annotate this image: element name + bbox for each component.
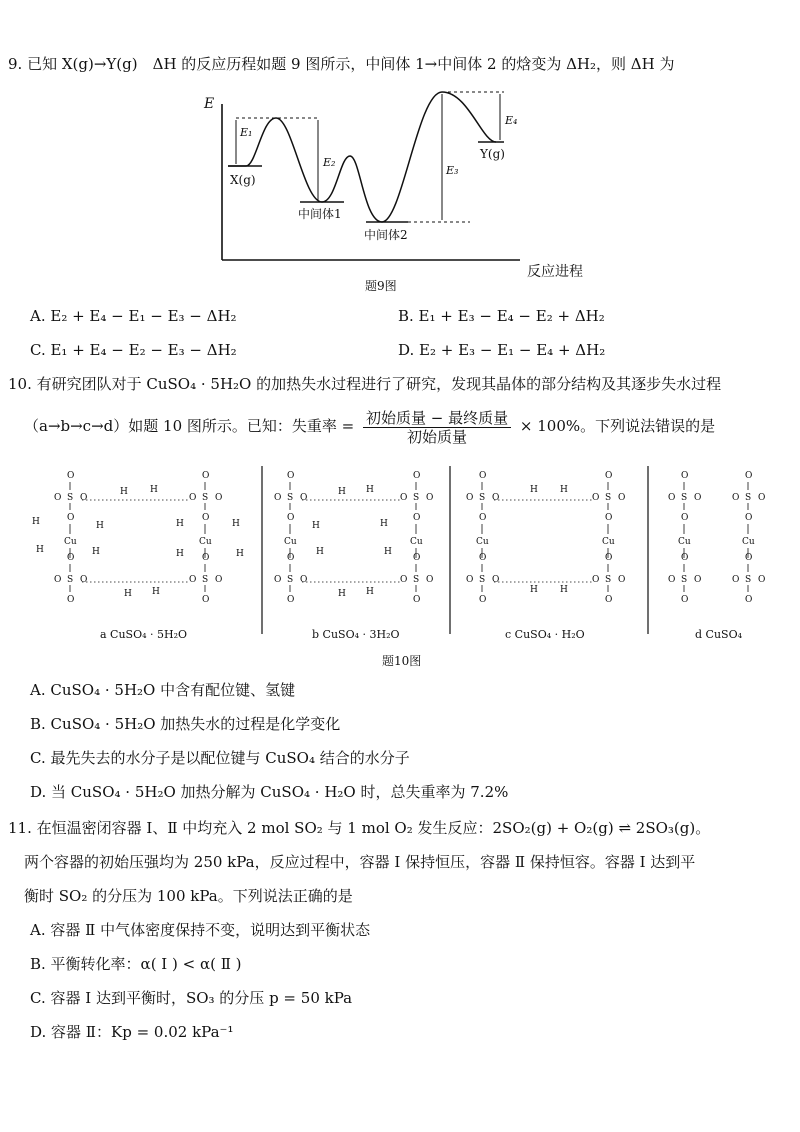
q9-figure-caption: 题9图 — [365, 279, 397, 293]
b2-bot-o-top: O — [413, 553, 421, 563]
a1-bot-s: S — [67, 575, 74, 585]
b1-bot-s: S — [287, 575, 294, 585]
a2-top-o-right: O — [215, 493, 223, 503]
c2-top-o-left: O — [592, 493, 600, 503]
b-h-0: H — [312, 521, 320, 531]
b1-bot-o-left: O — [274, 575, 282, 585]
c-h-0: H — [530, 485, 538, 495]
a-hw-1: H — [150, 485, 158, 495]
c1-top-s: S — [479, 493, 486, 503]
q9-energy-diagram — [0, 84, 800, 314]
q9-option-a: A. E₂ + E₄ − E₁ − E₃ − ΔH₂ — [30, 307, 237, 325]
q11-stem-line2: 两个容器的初始压强均为 250 kPa，反应过程中，容器 Ⅰ 保持恒压，容器 Ⅱ 保持恒容。容器 Ⅰ 达到平 — [24, 853, 696, 871]
d2-bot-o-top: O — [745, 553, 753, 563]
c2-cu: Cu — [602, 537, 615, 547]
a-h-4: H — [176, 519, 184, 529]
c1-top-o-bottom: O — [479, 513, 487, 523]
q10-fraction-denominator: 初始质量 — [407, 427, 468, 446]
q9-y-label: Y(g) — [480, 147, 505, 161]
q9-e1-label: E₁ — [240, 126, 253, 139]
b2-top-o-left: O — [400, 493, 408, 503]
q10-option-c: C. 最先失去的水分子是以配位键与 CuSO₄ 结合的水分子 — [30, 749, 410, 767]
d2-top-o-left: O — [732, 493, 740, 503]
b2-top-o-bottom: O — [413, 513, 421, 523]
a1-bot-o-left: O — [54, 575, 62, 585]
d1-top-o-right: O — [694, 493, 702, 503]
a-hw-2: H — [124, 589, 132, 599]
c1-cu: Cu — [476, 537, 489, 547]
c2-bot-o-right: O — [618, 575, 626, 585]
a-h-1: H — [36, 545, 44, 555]
b2-top-o-right: O — [426, 493, 434, 503]
b1-top-o-top: O — [287, 471, 295, 481]
c1-bot-o-top: O — [479, 553, 487, 563]
c2-bot-s: S — [605, 575, 612, 585]
d1-top-s: S — [681, 493, 688, 503]
d1-bot-s: S — [681, 575, 688, 585]
q11-option-d: D. 容器 Ⅱ：Kp = 0.02 kPa⁻¹ — [30, 1023, 234, 1041]
c1-top-o-right: O — [492, 493, 500, 503]
a1-bot-o-right: O — [80, 575, 88, 585]
d2-top-o-bottom: O — [745, 513, 753, 523]
q9-x-axis-label: 反应进程 — [527, 264, 583, 280]
b-h-1: H — [316, 547, 324, 557]
d1-top-o-top: O — [681, 471, 689, 481]
q9-stem: 9. 已知 X(g)→Y(g) ΔH 的反应历程如题 9 图所示，中间体 1→中间体 2 的焓变为 ΔH₂，则 ΔH 为 — [8, 55, 675, 73]
c-h-1: H — [560, 485, 568, 495]
q9-option-b: B. E₁ + E₃ − E₄ − E₂ + ΔH₂ — [398, 307, 605, 325]
a1-bot-o-bottom: O — [67, 595, 75, 605]
d2-bot-s: S — [745, 575, 752, 585]
c2-top-s: S — [605, 493, 612, 503]
q10-crystal-structure-figure — [0, 462, 800, 672]
c-h-2: H — [530, 585, 538, 595]
b1-top-o-left: O — [274, 493, 282, 503]
q10-option-a: A. CuSO₄ · 5H₂O 中含有配位键、氢键 — [30, 681, 296, 699]
c2-top-o-top: O — [605, 471, 613, 481]
a-h-5: H — [232, 519, 240, 529]
c1-top-o-left: O — [466, 493, 474, 503]
q11-option-b: B. 平衡转化率：α( Ⅰ ) < α( Ⅱ ) — [30, 955, 242, 973]
a2-top-o-left: O — [189, 493, 197, 503]
q11-stem-line1: 11. 在恒温密闭容器 Ⅰ、Ⅱ 中均充入 2 mol SO₂ 与 1 mol O₂ 发生反应：2SO₂(g) + O₂(g) ⇌ 2SO₃(g)。 — [8, 819, 711, 837]
q10-option-d: D. 当 CuSO₄ · 5H₂O 加热分解为 CuSO₄ · H₂O 时，总失重率为 7.2% — [30, 783, 509, 801]
q10-stem-line2 — [24, 406, 715, 446]
a-h-2: H — [96, 521, 104, 531]
d2-bot-o-right: O — [758, 575, 766, 585]
a2-top-o-top: O — [202, 471, 210, 481]
a1-bot-o-top: O — [67, 553, 75, 563]
d1-top-o-bottom: O — [681, 513, 689, 523]
b2-cu: Cu — [410, 537, 423, 547]
a-h-6: H — [176, 549, 184, 559]
c1-bot-s: S — [479, 575, 486, 585]
d2-bot-o-bottom: O — [745, 595, 753, 605]
q9-option-c: C. E₁ + E₄ − E₂ − E₃ − ΔH₂ — [30, 341, 237, 359]
d2-top-s: S — [745, 493, 752, 503]
a1-top-o-bottom: O — [67, 513, 75, 523]
a2-bot-o-right: O — [215, 575, 223, 585]
b2-bot-s: S — [413, 575, 420, 585]
q9-option-d: D. E₂ + E₃ − E₁ − E₄ + ΔH₂ — [398, 341, 606, 359]
b-h-7: H — [366, 587, 374, 597]
d1-bot-o-right: O — [694, 575, 702, 585]
q11-option-c: C. 容器 Ⅰ 达到平衡时，SO₃ 的分压 p = 50 kPa — [30, 989, 353, 1007]
a-hw-0: H — [120, 487, 128, 497]
q9-y-axis-label: E — [204, 96, 215, 112]
a2-cu: Cu — [199, 537, 212, 547]
b1-bot-o-right: O — [300, 575, 308, 585]
b2-top-o-top: O — [413, 471, 421, 481]
d2-top-o-right: O — [758, 493, 766, 503]
a2-top-o-bottom: O — [202, 513, 210, 523]
d1-bot-o-bottom: O — [681, 595, 689, 605]
a1-top-o-right: O — [80, 493, 88, 503]
b1-top-o-right: O — [300, 493, 308, 503]
a-h-7: H — [236, 549, 244, 559]
b1-top-o-bottom: O — [287, 513, 295, 523]
b2-bot-o-left: O — [400, 575, 408, 585]
b1-cu: Cu — [284, 537, 297, 547]
c1-top-o-top: O — [479, 471, 487, 481]
d2-cu: Cu — [742, 537, 755, 547]
d1-cu: Cu — [678, 537, 691, 547]
a-h-3: H — [92, 547, 100, 557]
q9-x-label: X(g) — [230, 173, 256, 187]
a2-bot-o-top: O — [202, 553, 210, 563]
b1-top-s: S — [287, 493, 294, 503]
q10-stem-line1: 10. 有研究团队对于 CuSO₄ · 5H₂O 的加热失水过程进行了研究，发现其晶体的部分结构及其逐步失水过程 — [8, 375, 722, 393]
q9-e2-label: E₂ — [323, 156, 336, 169]
d1-bot-o-left: O — [668, 575, 676, 585]
q9-intermediate2-label: 中间体2 — [364, 228, 408, 242]
q11-stem-line3: 衡时 SO₂ 的分压为 100 kPa。下列说法正确的是 — [24, 887, 353, 905]
c1-bot-o-right: O — [492, 575, 500, 585]
q10-panel-d-label: d CuSO₄ — [695, 628, 743, 641]
c2-top-o-bottom: O — [605, 513, 613, 523]
b-h-5: H — [366, 485, 374, 495]
d1-bot-o-top: O — [681, 553, 689, 563]
b-h-3: H — [384, 547, 392, 557]
q9-e3-label: E₃ — [446, 164, 459, 177]
c2-bot-o-top: O — [605, 553, 613, 563]
a2-bot-o-left: O — [189, 575, 197, 585]
d1-top-o-left: O — [668, 493, 676, 503]
a-hw-3: H — [152, 587, 160, 597]
a1-top-s: S — [67, 493, 74, 503]
q10-stem-part-b: × 100%。下列说法错误的是 — [519, 417, 716, 435]
q10-panel-a-label: a CuSO₄ · 5H₂O — [100, 628, 188, 641]
b-h-6: H — [338, 589, 346, 599]
a2-bot-s: S — [202, 575, 209, 585]
b1-bot-o-bottom: O — [287, 595, 295, 605]
c-h-3: H — [560, 585, 568, 595]
c2-bot-o-bottom: O — [605, 595, 613, 605]
c1-bot-o-left: O — [466, 575, 474, 585]
c1-bot-o-bottom: O — [479, 595, 487, 605]
q10-figure-caption: 题10图 — [382, 654, 422, 668]
q10-weight-loss-fraction — [363, 409, 511, 446]
d2-top-o-top: O — [745, 471, 753, 481]
d2-bot-o-left: O — [732, 575, 740, 585]
q9-e4-label: E₄ — [505, 114, 518, 127]
b2-bot-o-bottom: O — [413, 595, 421, 605]
q10-panel-c-label: c CuSO₄ · H₂O — [505, 628, 585, 641]
a1-top-o-top: O — [67, 471, 75, 481]
a1-cu: Cu — [64, 537, 77, 547]
b1-bot-o-top: O — [287, 553, 295, 563]
q10-option-b: B. CuSO₄ · 5H₂O 加热失水的过程是化学变化 — [30, 715, 341, 733]
b2-bot-o-right: O — [426, 575, 434, 585]
q10-panel-b-label: b CuSO₄ · 3H₂O — [312, 628, 400, 641]
b2-top-s: S — [413, 493, 420, 503]
q10-stem-part-a: （a→b→c→d）如题 10 图所示。已知：失重率 = — [24, 417, 355, 435]
a1-top-o-left: O — [54, 493, 62, 503]
c2-top-o-right: O — [618, 493, 626, 503]
a2-bot-o-bottom: O — [202, 595, 210, 605]
c2-bot-o-left: O — [592, 575, 600, 585]
a2-top-s: S — [202, 493, 209, 503]
a-h-0: H — [32, 517, 40, 527]
b-h-4: H — [338, 487, 346, 497]
q9-intermediate1-label: 中间体1 — [298, 207, 342, 221]
q10-fraction-numerator: 初始质量 − 最终质量 — [363, 409, 511, 428]
q11-option-a: A. 容器 Ⅱ 中气体密度保持不变，说明达到平衡状态 — [30, 921, 371, 939]
b-h-2: H — [380, 519, 388, 529]
